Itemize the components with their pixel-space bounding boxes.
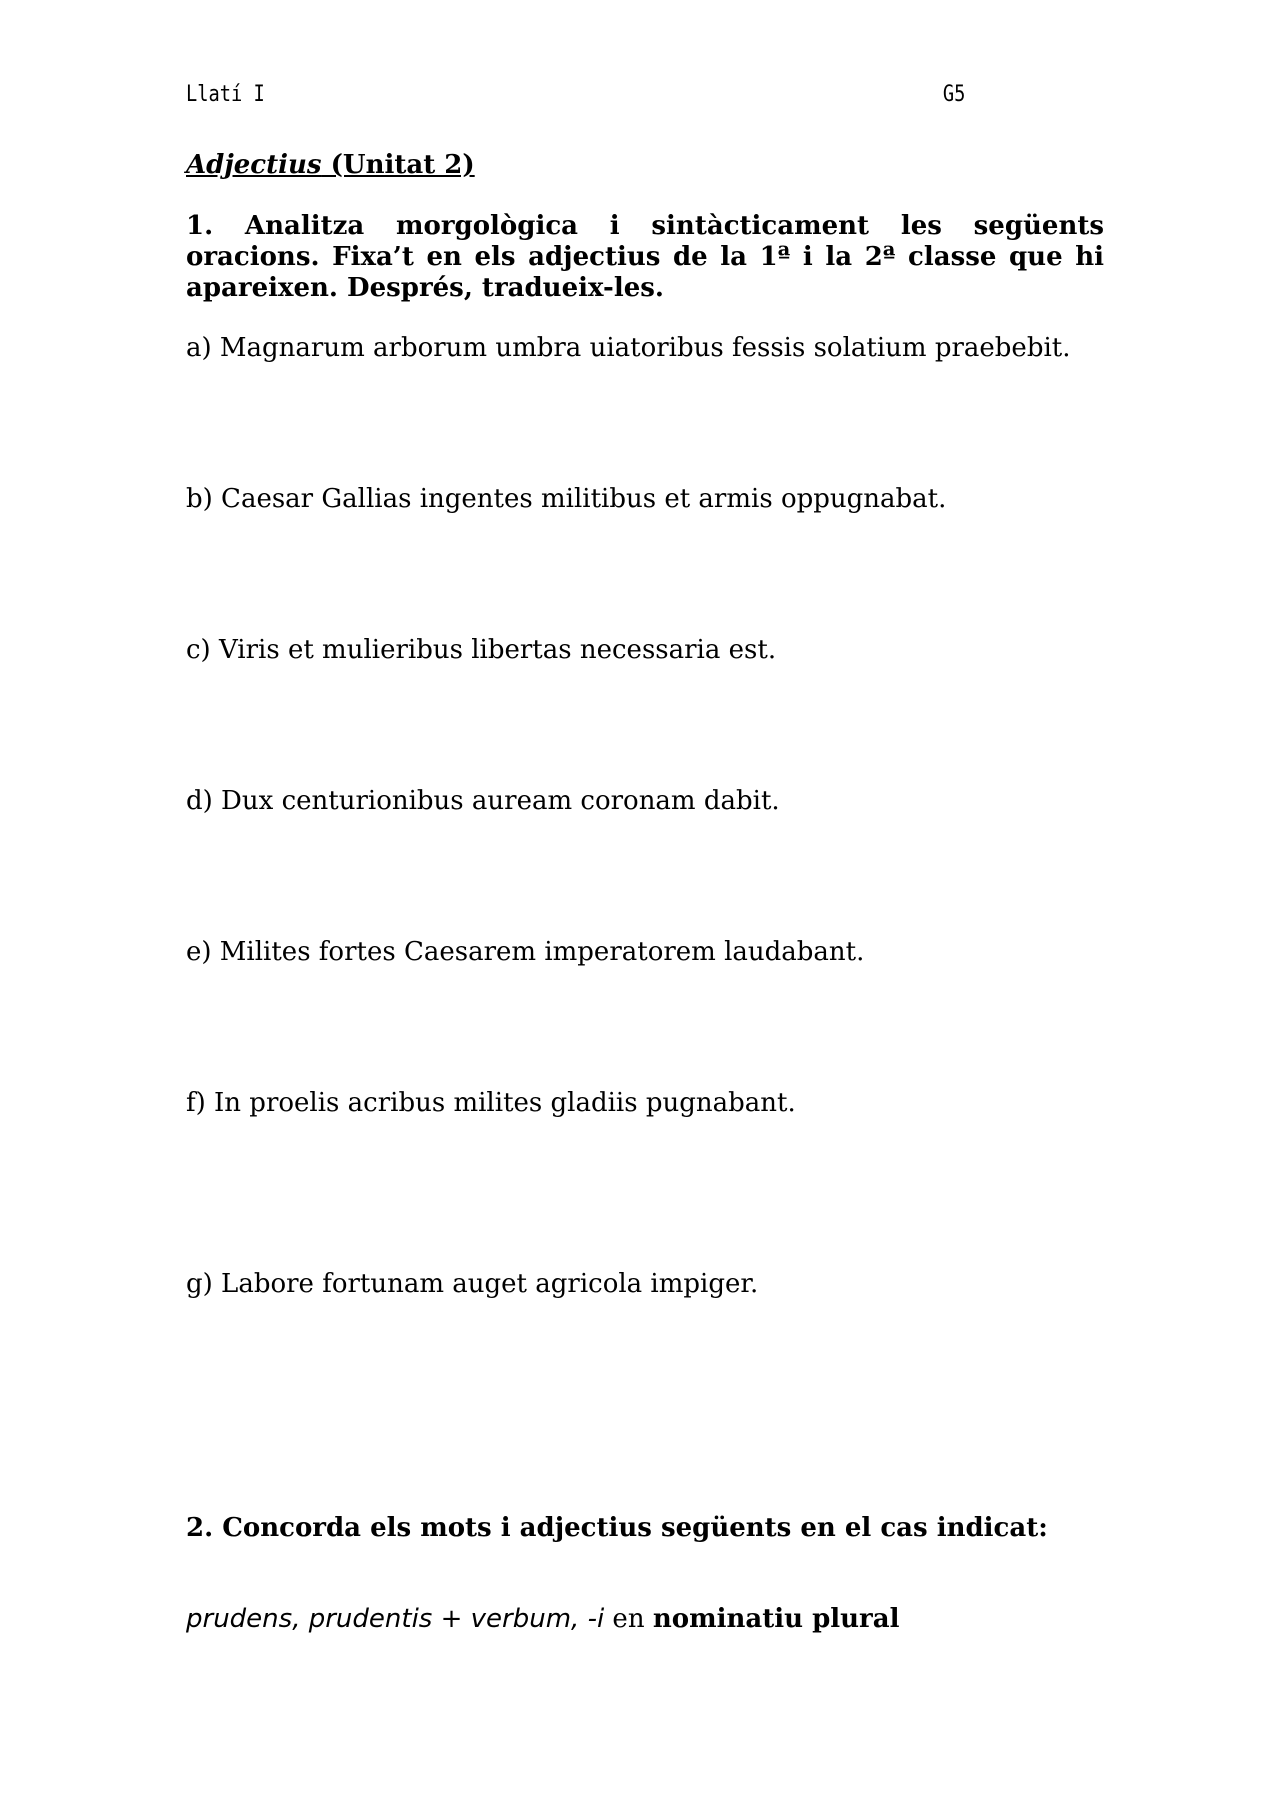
course-label: Llatí I: [186, 81, 265, 107]
group-label: G5: [942, 81, 966, 107]
page-header: [186, 78, 965, 110]
sentence-f: f) In proelis acribus milites gladiis pugnabant.: [186, 1088, 796, 1118]
concord-item: [186, 1604, 899, 1634]
sentence-d: d) Dux centurionibus auream coronam dabit.: [186, 786, 780, 816]
sentence-c: c) Viris et mulieribus libertas necessaria est.: [186, 635, 777, 665]
sentence-e: e) Milites fortes Caesarem imperatorem laudabant.: [186, 937, 865, 967]
concord-connector: en: [604, 1604, 653, 1634]
title-italic: Adjectius: [186, 150, 322, 180]
exercise1-instruction: 1. Analitza morgològica i sintàcticament les següents oracions. Fixa’t en els adjectius de la 1ª i la 2ª classe que hi apareixen. Després, tradueix-les.: [186, 211, 1104, 303]
exercise2-instruction: 2. Concorda els mots i adjectius següents en el cas indicat:: [186, 1513, 1048, 1543]
sentence-a: a) Magnarum arborum umbra uiatoribus fessis solatium praebebit.: [186, 333, 1071, 363]
concord-words: prudens, prudentis + verbum, -i: [186, 1604, 605, 1634]
page-title: [186, 150, 475, 180]
sentence-b: b) Caesar Gallias ingentes militibus et armis oppugnabat.: [186, 484, 947, 514]
title-rest: (Unitat 2): [321, 150, 475, 180]
sentence-g: g) Labore fortunam auget agricola impiger.: [186, 1269, 759, 1299]
concord-case: nominatiu plural: [652, 1604, 900, 1634]
